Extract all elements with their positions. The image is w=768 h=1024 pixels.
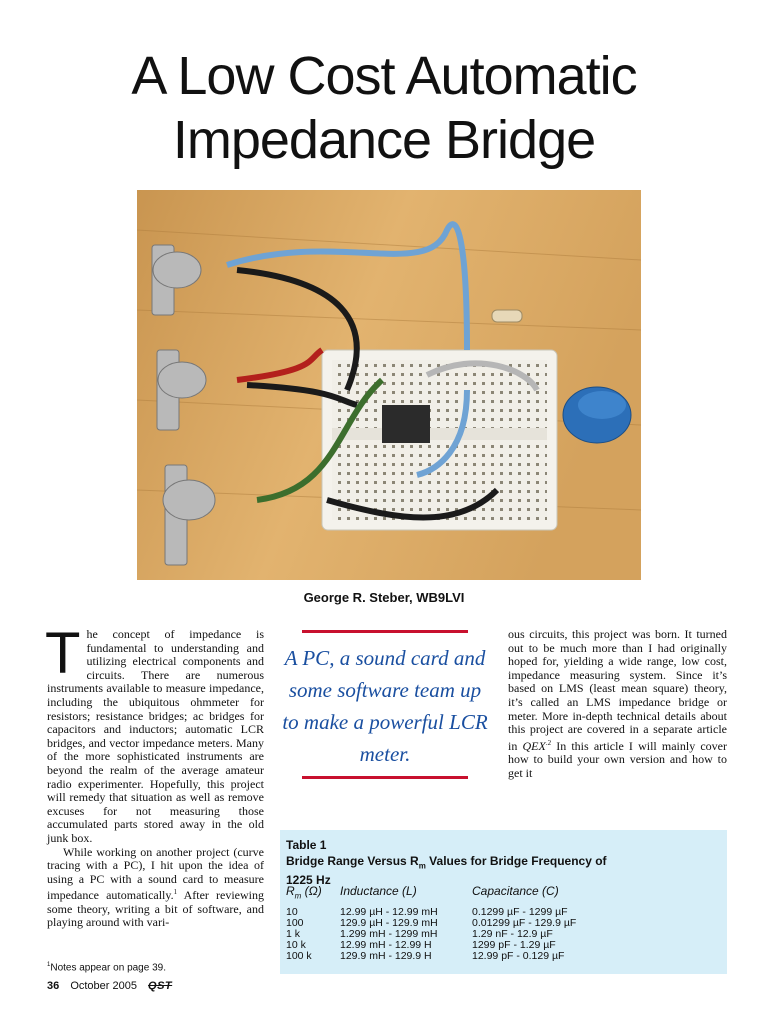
body-column-3 — [508, 628, 727, 781]
byline: George R. Steber, WB9LVI — [303, 590, 465, 605]
table-caption: Bridge Range Versus $R_m$ Values for Bridge Frequency of 1225 Hz — [286, 854, 607, 888]
table-row: 100 k 129.9 mH - 129.9 H 12.99 pF - 0.129 µF — [286, 950, 565, 962]
table-label: Table 1 — [286, 838, 327, 852]
continuation-paragraph: ous circuits, this project was born. It turned out to be much more than I had originally hoped for, yielding a wide range, low cost, impedance measuring system. Since it’s based on LMS (least mean square) theory, it’s called an LMS impedance bridge or meter. More in-depth technical details about this project are covered in a separate article in $QEX^{.2}$ In this article I will mainly cover how to build your own version and how to get it — [508, 627, 727, 780]
table-header-capacitance: Capacitance (C) — [472, 884, 559, 898]
qst-logo: QST — [148, 980, 173, 992]
table-row: 100 129.9 µH - 129.9 mH 0.01299 µF - 129.9 µF — [286, 917, 577, 929]
body-column-1 — [45, 621, 264, 930]
table-row: 10 12.99 µH - 12.99 mH 0.1299 µF - 1299 µF — [286, 906, 568, 918]
pull-quote-rule-bottom — [302, 776, 468, 779]
footnote: $^1$Notes appear on page 39. — [47, 962, 166, 974]
second-paragraph: While working on another project (curve tracing with a PC), I hit upon the idea of using a PC with a sound card to measure impedance automatically.$^1$ After reviewing some theory, writing a bit of software, and playing around with vari- — [47, 844, 264, 930]
table-header-inductance: Inductance (L) — [340, 884, 417, 898]
intro-paragraph: he concept of impedance is fundamental to understanding and utilizing electrical components and circuits. There are numerous instruments available to measure impedance, including the ubiquitous ohmmeter for resistors; resistance bridges; ac bridges for capacitors and inductors; automatic LCR bridges, and vector impedance meters. Many of the more sophisticated instruments are beyond the realm of the average amateur radio experimenter. Hopefully, this project will remedy that situation as well as remove excuses for not measuring those accumulated parts stored away in the old junk box. — [47, 627, 264, 845]
table-row: 1 k 1.299 mH - 1299 mH 1.29 nF - 12.9 µF — [286, 928, 553, 940]
pull-quote-rule-top — [302, 630, 468, 633]
title-line-2: Impedance Bridge — [172, 110, 596, 170]
breadboard-photo — [137, 190, 641, 580]
issue-date: October 2005 — [70, 980, 137, 992]
qex-reference: QEX — [522, 738, 546, 753]
pull-quote: A PC, a sound card and some software team up to make a powerful LCR meter. — [282, 646, 488, 766]
table-1 — [280, 830, 727, 974]
title-line-1: A Low Cost Automatic — [131, 46, 637, 106]
page-number: 36 — [47, 980, 60, 992]
table-row: 10 k 12.99 mH - 12.99 H 1299 pF - 1.29 µF — [286, 939, 556, 951]
table-header-rm: $R_m$ (Ω) — [286, 884, 322, 901]
page-footer — [47, 980, 172, 992]
drop-cap: T — [45, 621, 81, 686]
